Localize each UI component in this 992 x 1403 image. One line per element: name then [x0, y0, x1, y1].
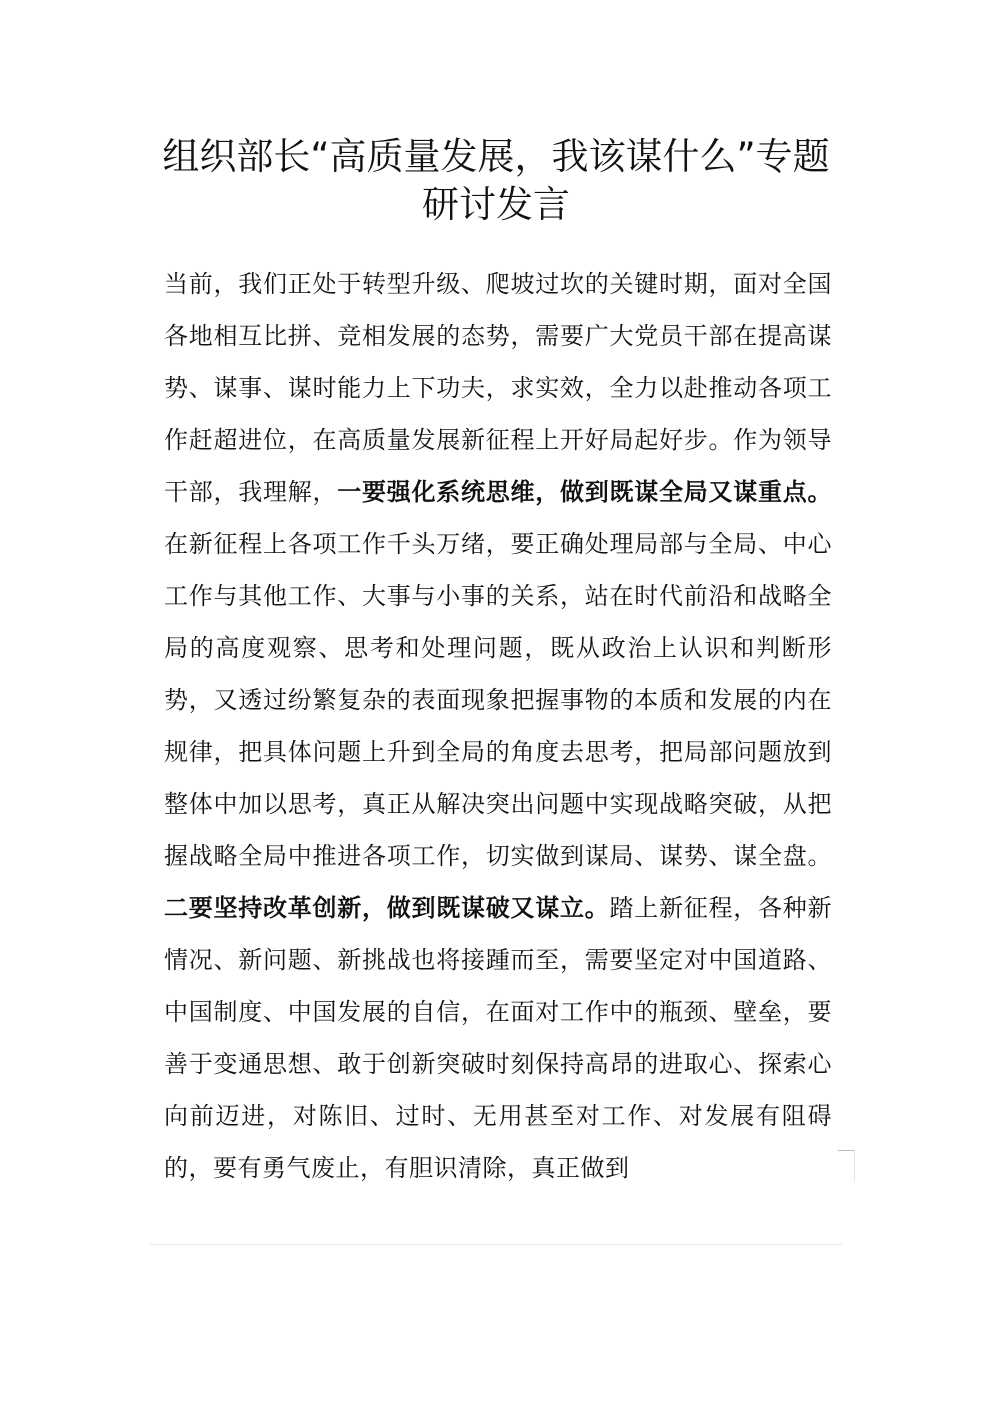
paragraph-text-part1: 当前，我们正处于转型升级、爬坡过坎的关键时期，面对全国各地相互比拼、竞相发展的态势，需要广大党员干部在提高谋势、谋事、谋时能力上下功夫，求实效，全力以赴推动各项工作赶超进位，在高质量发展新征程上开好局起好步。作为领导干部，我理解， [164, 270, 832, 506]
paragraph-text-part2: 在新征程上各项工作千头万绪，要正确处理局部与全局、中心工作与其他工作、大事与小事的关系，站在时代前沿和战略全局的高度观察、思考和处理问题，既从政治上认识和判断形势，又透过纷繁复杂的表面现象把握事物的本质和发展的内在规律，把具体问题上升到全局的角度去思考，把局部问题放到整体中加以思考，真正从解决突出问题中实现战略突破，从把握战略全局中推进各项工作，切实做到谋局、谋势、谋全盘。 [164, 530, 832, 870]
paragraph-text-part3: 踏上新征程，各种新情况、新问题、新挑战也将接踵而至，需要坚定对中国道路、中国制度、中国发展的自信，在面对工作中的瓶颈、壁垒，要善于变通思想、敢于创新突破时刻保持高昂的进取心、探索心向前迈进，对陈旧、过时、无用甚至对工作、对发展有阻碍的，要有勇气废止，有胆识清除，真正做到 [164, 894, 832, 1182]
body-paragraph [164, 258, 832, 1194]
document-title: 组织部长“高质量发展，我该谋什么”专题研讨发言 [162, 135, 830, 226]
page-bottom-divider [150, 1244, 842, 1245]
page-corner-mark [838, 1150, 855, 1181]
paragraph-bold-point-2: 二要坚持改革创新，做到既谋破又谋立。 [164, 894, 610, 922]
paragraph-bold-point-1: 一要强化系统思维，做到既谋全局又谋重点。 [337, 478, 832, 506]
